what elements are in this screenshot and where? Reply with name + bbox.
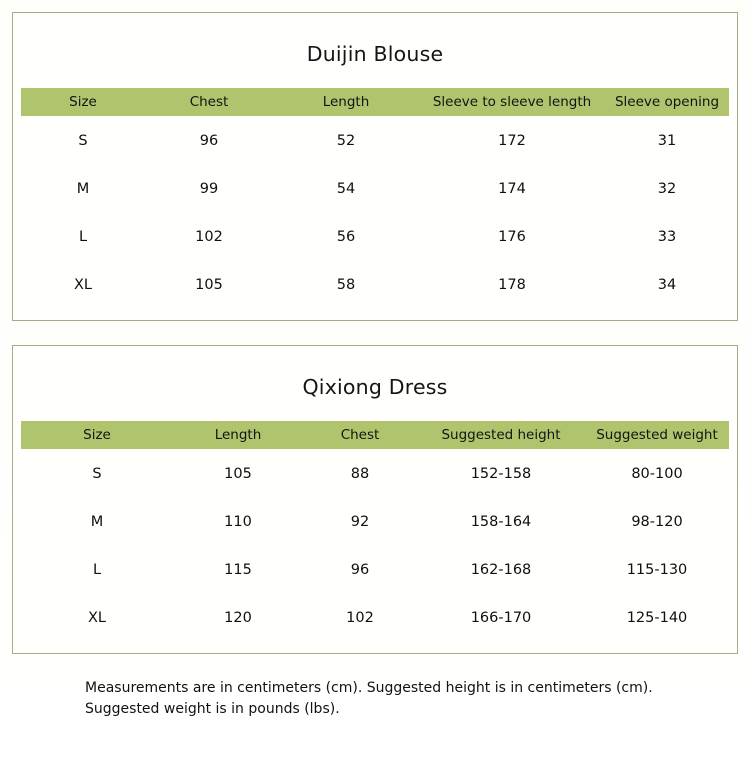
- size-table-blouse: [21, 88, 729, 309]
- cell-suggested-height: 158-164: [470, 514, 532, 530]
- cell-suggested-height: 166-170: [470, 610, 532, 626]
- cell-sleeve-to-sleeve: 174: [498, 181, 526, 197]
- note-line-2: Suggested weight is in pounds (lbs).: [85, 701, 340, 717]
- column-header-length: Length: [273, 88, 419, 116]
- cell-size: M: [76, 181, 90, 197]
- cell-suggested-height: 152-158: [470, 465, 532, 482]
- table-row: [21, 546, 729, 594]
- column-header-length: Length: [173, 421, 303, 449]
- column-header-suggested-height: Suggested height: [417, 421, 585, 449]
- table-row: [21, 116, 729, 165]
- column-header-size: Size: [21, 88, 145, 116]
- cell-chest: 102: [195, 229, 223, 245]
- cell-chest: 96: [350, 562, 370, 578]
- cell-size: XL: [73, 277, 92, 293]
- cell-sleeve-to-sleeve: 172: [498, 132, 526, 149]
- size-chart-card-blouse: [12, 12, 738, 321]
- cell-size: M: [90, 514, 104, 530]
- cell-length: 120: [224, 610, 252, 626]
- cell-suggested-height: 162-168: [470, 562, 532, 578]
- cell-suggested-weight: 80-100: [631, 465, 683, 482]
- cell-sleeve-to-sleeve: 176: [498, 229, 526, 245]
- table-row: [21, 498, 729, 546]
- cell-suggested-weight: 125-140: [626, 610, 688, 626]
- page-title: Qixiong Dress: [302, 375, 448, 399]
- cell-size: L: [78, 229, 88, 245]
- cell-sleeve-opening: 32: [657, 181, 677, 197]
- table-row: [21, 213, 729, 261]
- cell-chest: 99: [199, 181, 219, 197]
- cell-length: 56: [336, 229, 356, 245]
- cell-size: L: [92, 562, 102, 578]
- cell-length: 58: [336, 277, 356, 293]
- cell-length: 105: [224, 465, 252, 482]
- cell-size: S: [78, 132, 88, 149]
- cell-chest: 105: [195, 277, 223, 293]
- table-row: [21, 261, 729, 309]
- cell-suggested-weight: 98-120: [631, 514, 683, 530]
- table-header-row: [21, 88, 729, 116]
- cell-sleeve-to-sleeve: 178: [498, 277, 526, 293]
- table-row: [21, 449, 729, 498]
- measurement-units-note: [85, 678, 685, 720]
- cell-length: 54: [336, 181, 356, 197]
- column-header-size: Size: [21, 421, 173, 449]
- table-row: [21, 165, 729, 213]
- cell-size: XL: [87, 610, 106, 626]
- column-header-sleeve-to-sleeve: Sleeve to sleeve length: [419, 88, 605, 116]
- cell-chest: 92: [350, 514, 370, 530]
- cell-sleeve-opening: 31: [657, 132, 677, 149]
- column-header-chest: Chest: [303, 421, 417, 449]
- page-title: Duijin Blouse: [306, 42, 444, 66]
- cell-sleeve-opening: 33: [657, 229, 677, 245]
- cell-length: 52: [336, 132, 356, 149]
- cell-length: 115: [224, 562, 252, 578]
- column-header-chest: Chest: [145, 88, 273, 116]
- cell-suggested-weight: 115-130: [626, 562, 688, 578]
- table-row: [21, 594, 729, 642]
- note-line-1: Measurements are in centimeters (cm). Suggested height is in centimeters (cm).: [85, 680, 653, 696]
- cell-chest: 102: [346, 610, 374, 626]
- cell-sleeve-opening: 34: [657, 277, 677, 293]
- column-header-suggested-weight: Suggested weight: [585, 421, 729, 449]
- cell-chest: 96: [199, 132, 219, 149]
- cell-chest: 88: [350, 465, 370, 482]
- size-table-dress: [21, 421, 729, 642]
- cell-length: 110: [224, 514, 252, 530]
- column-header-sleeve-opening: Sleeve opening: [605, 88, 729, 116]
- table-header-row: [21, 421, 729, 449]
- size-chart-card-dress: [12, 345, 738, 654]
- cell-size: S: [92, 465, 102, 482]
